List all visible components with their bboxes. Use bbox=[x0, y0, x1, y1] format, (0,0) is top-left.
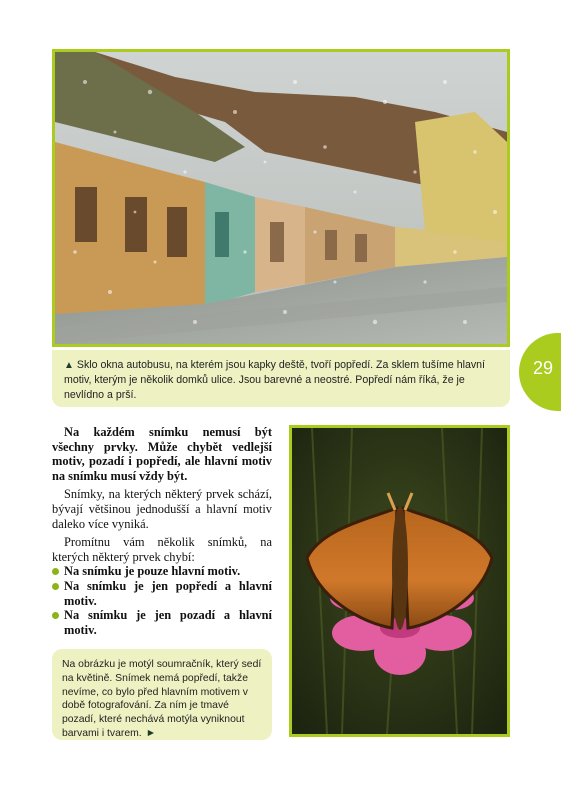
bullet-item: Na snímku je pouze hlavní motiv. bbox=[52, 564, 272, 579]
paragraph-1: Snímky, na kterých některý prvek schází, bývají většinou jednodušší a hlavní motiv daleko více vyniká. bbox=[52, 487, 272, 531]
bullet-list bbox=[52, 564, 272, 637]
body-text bbox=[52, 425, 272, 637]
photo-caption bbox=[52, 350, 510, 407]
bullet-item: Na snímku je jen pozadí a hlavní motiv. bbox=[52, 608, 272, 637]
paragraph-2: Promítnu vám několik snímků, na kterých některý prvek chybí: bbox=[52, 535, 272, 564]
note-text: Na obrázku je motýl soumračník, který sedí na květině. Snímek nemá popředí, takže nevíme, co bylo před hlavním motivem v době fotografování. Za ním je tmavé pozadí, které nechává motýla vyniknout barvami i tvarem. bbox=[62, 659, 262, 739]
rain-window-photo bbox=[52, 49, 510, 347]
bullet-item: Na snímku je jen popředí a hlavní motiv. bbox=[52, 579, 272, 608]
note-arrow-icon: ► bbox=[145, 727, 156, 739]
butterfly-on-flower-image bbox=[292, 428, 507, 734]
caption-text: Sklo okna autobusu, na kterém jsou kapky deště, tvoří popředí. Za sklem tušíme hlavní motiv, kterým je několik domků ulice. Jsou barevné a neostré. Popředí nám říká, že je nevlídno a prší. bbox=[64, 359, 485, 401]
page-number: 29 bbox=[533, 358, 554, 378]
caption-triangle-icon: ▲ bbox=[64, 360, 74, 371]
lead-paragraph: Na každém snímku nemusí být všechny prvky. Může chybět vedlejší motiv, pozadí i popředí, ale hlavní motiv na snímku musí vždy být. bbox=[52, 425, 272, 483]
note-box bbox=[52, 649, 272, 740]
butterfly-photo bbox=[289, 425, 510, 737]
rainy-street-image bbox=[55, 52, 507, 344]
